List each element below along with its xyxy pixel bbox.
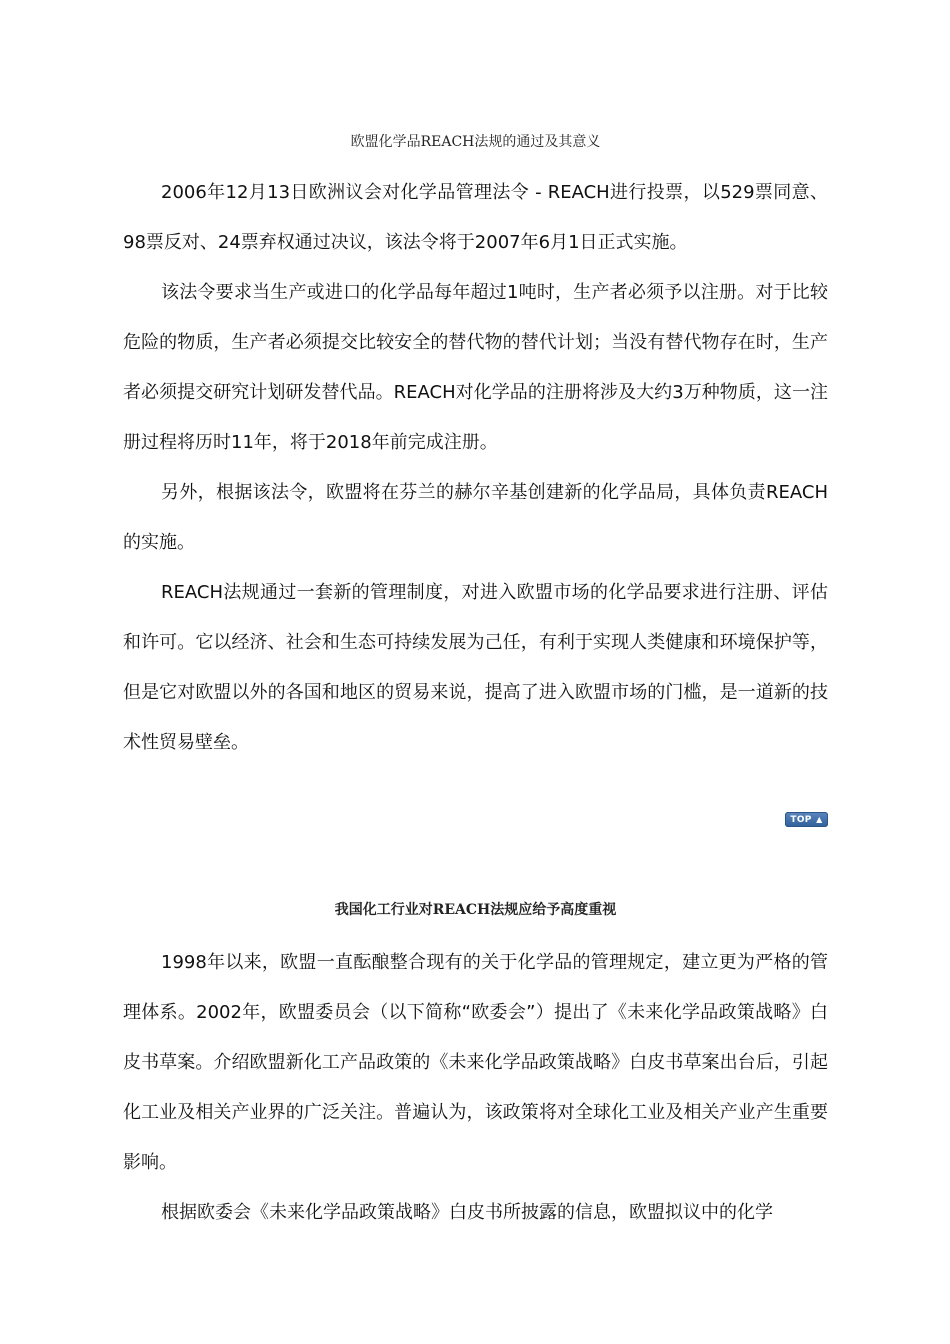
paragraph: 2006年12月13日欧洲议会对化学品管理法令 - REACH进行投票，以529票同意、98票反对、24票弃权通过决议，该法令将于2007年6月1日正式实施。 [123, 182, 828, 253]
paragraph: REACH法规通过一套新的管理制度，对进入欧盟市场的化学品要求进行注册、评估和许可。它以经济、社会和生态可持续发展为己任，有利于实现人类健康和环境保护等，但是它对欧盟以外的各国和地区的贸易来说，提高了进入欧盟市场的门槛，是一道新的技术性贸易壁垒。 [123, 582, 828, 753]
paragraph: 另外，根据该法令，欧盟将在芬兰的赫尔辛基创建新的化学品局，具体负责REACH的实施。 [123, 482, 828, 553]
paragraph: 根据欧委会《未来化学品政策战略》白皮书所披露的信息，欧盟拟议中的化学 [161, 1202, 773, 1223]
section-reach-adoption-body [123, 168, 828, 768]
top-button-label: TOP [790, 815, 812, 825]
back-to-top-button[interactable] [785, 812, 828, 827]
arrow-up-icon: ▲ [816, 815, 823, 824]
section-title-reach-adoption: 欧盟化学品REACH法规的通过及其意义 [350, 134, 601, 150]
section-china-chemical-industry-body [123, 938, 828, 1238]
paragraph: 1998年以来，欧盟一直酝酿整合现有的关于化学品的管理规定，建立更为严格的管理体系。2002年，欧盟委员会（以下简称“欧委会”）提出了《未来化学品政策战略》白皮书草案。介绍欧盟新化工产品政策的《未来化学品政策战略》白皮书草案出台后，引起化工业及相关产业界的广泛关注。普遍认为，该政策将对全球化工业及相关产业产生重要影响。 [123, 952, 828, 1173]
paragraph: 该法令要求当生产或进口的化学品每年超过1吨时，生产者必须予以注册。对于比较危险的物质，生产者必须提交比较安全的替代物的替代计划；当没有替代物存在时，生产者必须提交研究计划研发替代品。REACH对化学品的注册将涉及大约3万种物质，这一注册过程将历时11年，将于2018年前完成注册。 [123, 282, 828, 453]
section-title-china-chemical-industry: 我国化工行业对REACH法规应给予高度重视 [334, 902, 617, 918]
